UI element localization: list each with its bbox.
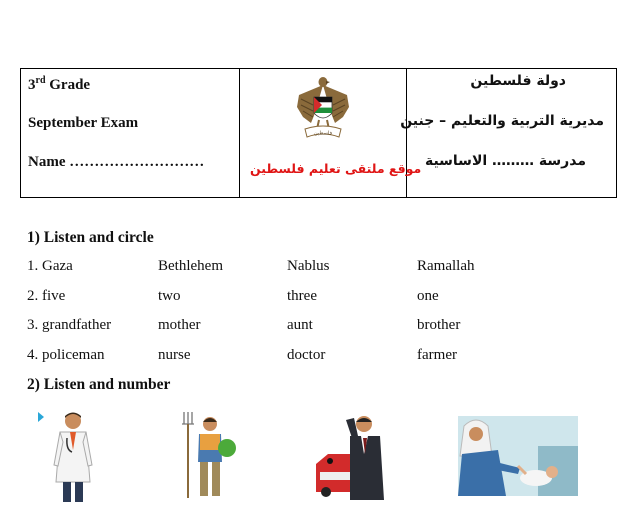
section2-title: 2) Listen and number bbox=[27, 376, 171, 393]
state-label: دولة فلسطين bbox=[470, 73, 566, 89]
list-item: 4. policeman bbox=[27, 347, 105, 363]
directorate-label: مديرية التربية والتعليم – جنين bbox=[400, 113, 604, 129]
nurse-picture[interactable] bbox=[458, 416, 578, 496]
option-word[interactable]: farmer bbox=[417, 347, 457, 363]
option-word[interactable]: doctor bbox=[287, 347, 326, 363]
option-word[interactable]: aunt bbox=[287, 317, 313, 333]
school-label: مدرسة ……… الاساسية bbox=[424, 153, 586, 169]
emblem-banner-text: فلسطين bbox=[314, 130, 332, 137]
doctor-picture[interactable] bbox=[48, 410, 98, 505]
option-word[interactable]: nurse bbox=[158, 347, 191, 363]
name-line: Name ……………………… bbox=[28, 154, 205, 170]
option-word[interactable]: three bbox=[287, 288, 317, 304]
emblem-cell bbox=[240, 69, 422, 197]
option-word[interactable]: two bbox=[158, 288, 181, 304]
student-info-cell bbox=[21, 69, 240, 197]
option-word[interactable]: one bbox=[417, 288, 439, 304]
option-word[interactable]: mother bbox=[158, 317, 201, 333]
option-word[interactable]: Nablus bbox=[287, 258, 330, 274]
farmer-picture[interactable] bbox=[172, 410, 242, 500]
palestine-emblem-icon bbox=[293, 73, 353, 143]
grade-label: 3rd Grade bbox=[28, 75, 91, 93]
list-item: 1. Gaza bbox=[27, 258, 73, 274]
list-item: 2. five bbox=[27, 288, 66, 304]
section1-title: 1) Listen and circle bbox=[27, 229, 154, 246]
list-item: 3. grandfather bbox=[27, 317, 112, 333]
header-table bbox=[20, 68, 617, 198]
option-word[interactable]: Bethlehem bbox=[158, 258, 223, 274]
marker-icon bbox=[38, 412, 44, 422]
businessman-picture[interactable] bbox=[316, 414, 394, 500]
option-word[interactable]: Ramallah bbox=[417, 258, 475, 274]
school-info-cell bbox=[400, 69, 616, 197]
exam-title: September Exam bbox=[28, 115, 139, 131]
website-label: موقع ملتقى تعليم فلسطين bbox=[250, 161, 422, 176]
option-word[interactable]: brother bbox=[417, 317, 461, 333]
